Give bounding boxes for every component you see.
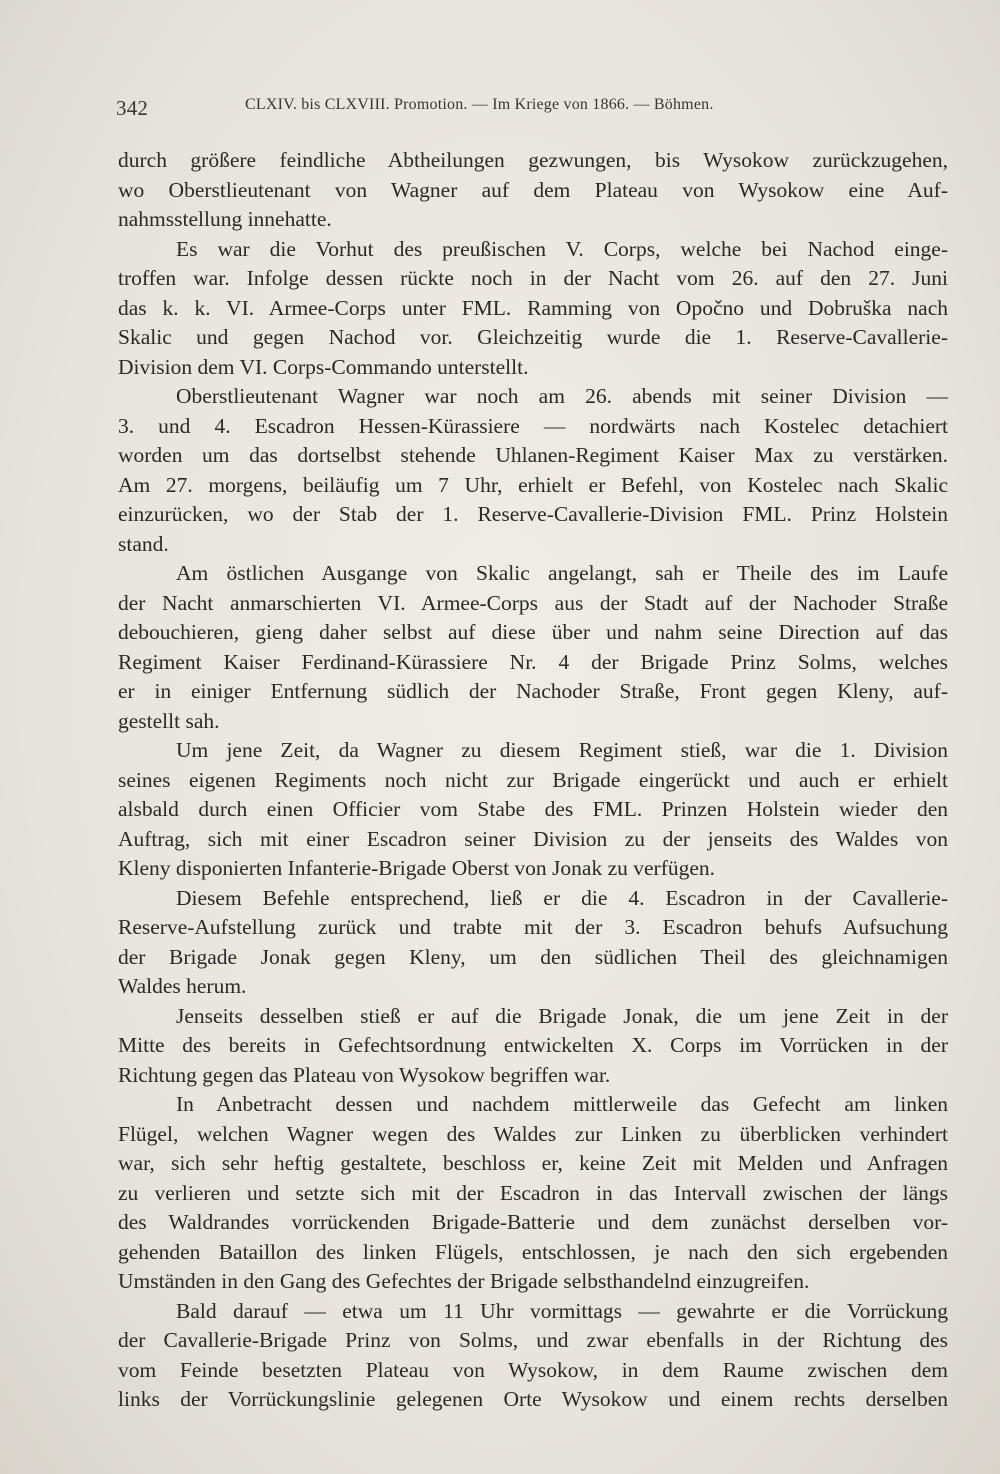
running-head-title: CLXIV. bis CLXVIII. Promotion. — Im Kriege von 1866. — Böhmen. [245,96,714,113]
text-line: Kleny disponierten Infanterie-Brigade Oberst von Jonak zu verfügen. [118,856,716,880]
text-line: Bald darauf — etwa um 11 Uhr vormittags — gewahrte er die Vorrückung [176,1298,948,1323]
text-line: debouchieren, gieng daher selbst auf diese über und nahm seine Direction auf das [118,620,948,644]
text-line: stand. [118,531,169,556]
text-line: Mitte des bereits in Gefechtsordnung entwickelten X. Corps im Vorrücken in der [118,1033,948,1057]
text-line: nahmsstellung innehatte. [118,207,332,231]
text-line: Auftrag, sich mit einer Escadron seiner Division zu der jenseits des Waldes von [118,826,948,851]
text-line: Um jene Zeit, da Wagner zu diesem Regiment stieß, war die 1. Division [176,738,948,762]
text-line: das k. k. VI. Armee-Corps unter FML. Ramming von Opočno und Dobruška nach [118,295,948,320]
text-line: Umständen in den Gang des Gefechtes der Brigade selbsthandelnd einzugreifen. [118,1269,810,1293]
text-line: 3. und 4. Escadron Hessen-Kürassiere — nordwärts nach Kostelec detachiert [118,413,948,438]
text-line: der Cavallerie-Brigade Prinz von Solms, und zwar ebenfalls in der Richtung des [118,1328,948,1352]
body-text [118,146,948,1415]
text-line: Reserve-Aufstellung zurück und trabte mit der 3. Escadron behufs Aufsuchung [118,915,948,939]
text-line: Division dem VI. Corps-Commando unterstellt. [118,354,529,379]
text-line: gehenden Bataillon des linken Flügels, entschlossen, je nach den sich ergebenden [118,1239,948,1264]
running-head [116,92,946,120]
text-line: zu verlieren und setzte sich mit der Escadron in das Intervall zwischen der längs [118,1180,948,1205]
text-line: Es war die Vorhut des preußischen V. Corps, welche bei Nachod einge- [176,236,948,261]
text-line: er in einiger Entfernung südlich der Nachoder Straße, Front gegen Kleny, auf- [118,679,948,703]
text-line: In Anbetracht dessen und nachdem mittlerweile das Gefecht am linken [176,1092,948,1116]
text-line: Am 27. morgens, beiläufig um 7 Uhr, erhielt er Befehl, von Kostelec nach Skalic [118,472,948,497]
text-line: wo Oberstlieutenant von Wagner auf dem Plateau von Wysokow eine Auf- [118,177,948,202]
text-line: gestellt sah. [118,708,220,733]
text-line: Waldes herum. [118,974,247,998]
text-line: worden um das dortselbst stehende Uhlanen-Regiment Kaiser Max zu verstärken. [118,443,948,467]
text-line: Jenseits desselben stieß er auf die Brigade Jonak, die um jene Zeit in der [176,1003,948,1028]
text-line: Oberstlieutenant Wagner war noch am 26. abends mit seiner Division — [176,384,948,408]
text-line: links der Vorrückungslinie gelegenen Orte Wysokow und einem rechts derselben [118,1387,948,1411]
text-line: durch größere feindliche Abtheilungen gezwungen, bis Wysokow zurückzugehen, [118,148,948,172]
page-number: 342 [116,96,149,120]
text-line: der Brigade Jonak gegen Kleny, um den südlichen Theil des gleichnamigen [118,944,948,969]
text-line: Diesem Befehle entsprechend, ließ er die 4. Escadron in der Cavallerie- [176,885,948,910]
text-line: einzurücken, wo der Stab der 1. Reserve-Cavallerie-Division FML. Prinz Holstein [118,502,948,526]
text-line: Richtung gegen das Plateau von Wysokow begriffen war. [118,1062,611,1087]
text-line: des Waldrandes vorrückenden Brigade-Batterie und dem zunächst derselben vor- [118,1210,948,1234]
text-line: der Nacht anmarschierten VI. Armee-Corps aus der Stadt auf der Nachoder Straße [118,590,948,615]
text-line: Flügel, welchen Wagner wegen des Waldes zur Linken zu überblicken verhindert [118,1121,948,1146]
text-line: Regiment Kaiser Ferdinand-Kürassiere Nr. 4 der Brigade Prinz Solms, welches [118,649,948,674]
text-line: Am östlichen Ausgange von Skalic angelangt, sah er Theile des im Laufe [176,561,948,585]
text-line: alsbald durch einen Officier vom Stabe des FML. Prinzen Holstein wieder den [118,797,948,821]
text-line: Skalic und gegen Nachod vor. Gleichzeitig wurde die 1. Reserve-Cavallerie- [118,325,948,349]
text-line: vom Feinde besetzten Plateau von Wysokow, in dem Raume zwischen dem [118,1357,948,1382]
text-line: war, sich sehr heftig gestaltete, beschloss er, keine Zeit mit Melden und Anfragen [118,1151,948,1175]
text-line: seines eigenen Regiments noch nicht zur Brigade eingerückt und auch er erhielt [118,767,948,792]
text-line: troffen war. Infolge dessen rückte noch in der Nacht vom 26. auf den 27. Juni [118,266,948,290]
